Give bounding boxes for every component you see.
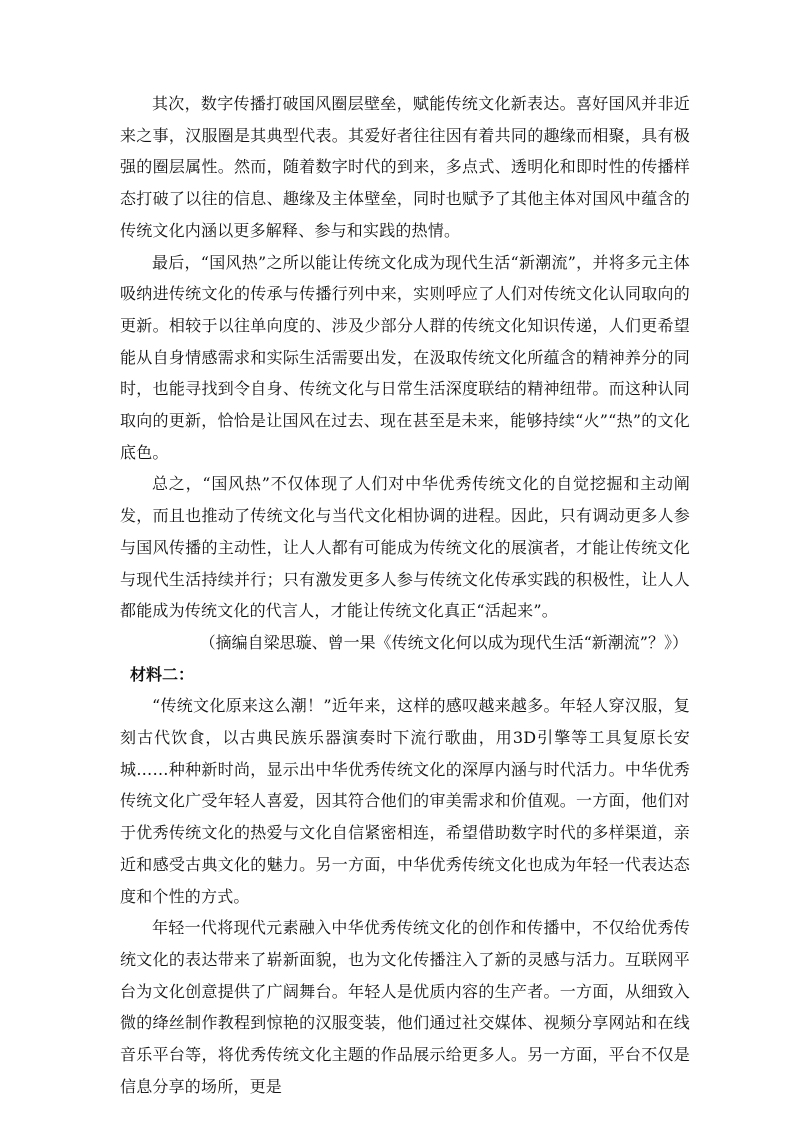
paragraph-conclusion: 总之，“国风热”不仅体现了人们对中华优秀传统文化的自觉挖掘和主动阐发，而且也推动了传统文化与当代文化相协调的进程。因此，只有调动更多人参与国风传播的主动性，让人人都有可能成为传统文化的展演者，才能让传统文化与现代生活持续并行；只有激发更多人参与传统文化传承实践的积极性，让人人都能成为传统文化的代言人，才能让传统文化真正“活起来”。 bbox=[120, 474, 690, 621]
material-two-label: 材料二： bbox=[130, 664, 195, 684]
paragraph-identity-update: 最后，“国风热”之所以能让传统文化成为现代生活“新潮流”，并将多元主体吸纳进传统文化的传承与传播行列中来，实则呼应了人们对传统文化认同取向的更新。相较于以往单向度的、涉及少部分人群的传统文化知识传递，人们更希望能从自身情感需求和实际生活需要出发，在汲取传统文化所蕴含的精神养分的同时，也能寻找到令自身、传统文化与日常生活深度联结的精神纽带。而这种认同取向的更新，恰恰是让国风在过去、现在甚至是未来，能够持续“火”“热”的文化底色。 bbox=[120, 252, 690, 462]
paragraph-modern-elements: 年轻一代将现代元素融入中华优秀传统文化的创作和传播中，不仅给优秀传统文化的表达带来了崭新面貌，也为文化传播注入了新的灵感与活力。互联网平台为文化创意提供了广阔舞台。年轻人是优质内容的生产者。一方面，从细致入微的绛丝制作教程到惊艳的汉服变装，他们通过社交媒体、视频分享网站和在线音乐平台等，将优秀传统文化主题的作品展示给更多人。另一方面，平台不仅是信息分享的场所，更是 bbox=[120, 918, 690, 1096]
paragraph-digital-communication: 其次，数字传播打破国风圈层壁垒，赋能传统文化新表达。喜好国风并非近来之事，汉服圈是其典型代表。其爱好者往往因有着共同的趣缘而相聚，具有极强的圈层属性。然而，随着数字时代的到来，多点式、透明化和即时性的传播样态打破了以往的信息、趣缘及主体壁垒，同时也赋予了其他主体对国风中蕴含的传统文化内涵以更多解释、参与和实践的热情。 bbox=[120, 94, 690, 240]
document-page bbox=[120, 88, 690, 1103]
paragraph-youth-trend: “传统文化原来这么潮！”近年来，这样的感叹越来越多。年轻人穿汉服，复刻古代饮食，以古典民族乐器演奏时下流行歌曲，用3D引擎等工具复原长安城……种种新时尚，显示出中华优秀传统文化的深厚内涵与时代活力。中华优秀传统文化广受年轻人喜爱，因其符合他们的审美需求和价值观。一方面，他们对于优秀传统文化的热爱与文化自信紧密相连，希望借助数字时代的多样渠道，亲近和感受古典文化的魅力。另一方面，中华优秀传统文化也成为年轻一代表达态度和个性的方式。 bbox=[120, 696, 690, 906]
source-citation: （摘编自梁思璇、曾一果《传统文化何以成为现代生活“新潮流”？》） bbox=[199, 632, 688, 652]
